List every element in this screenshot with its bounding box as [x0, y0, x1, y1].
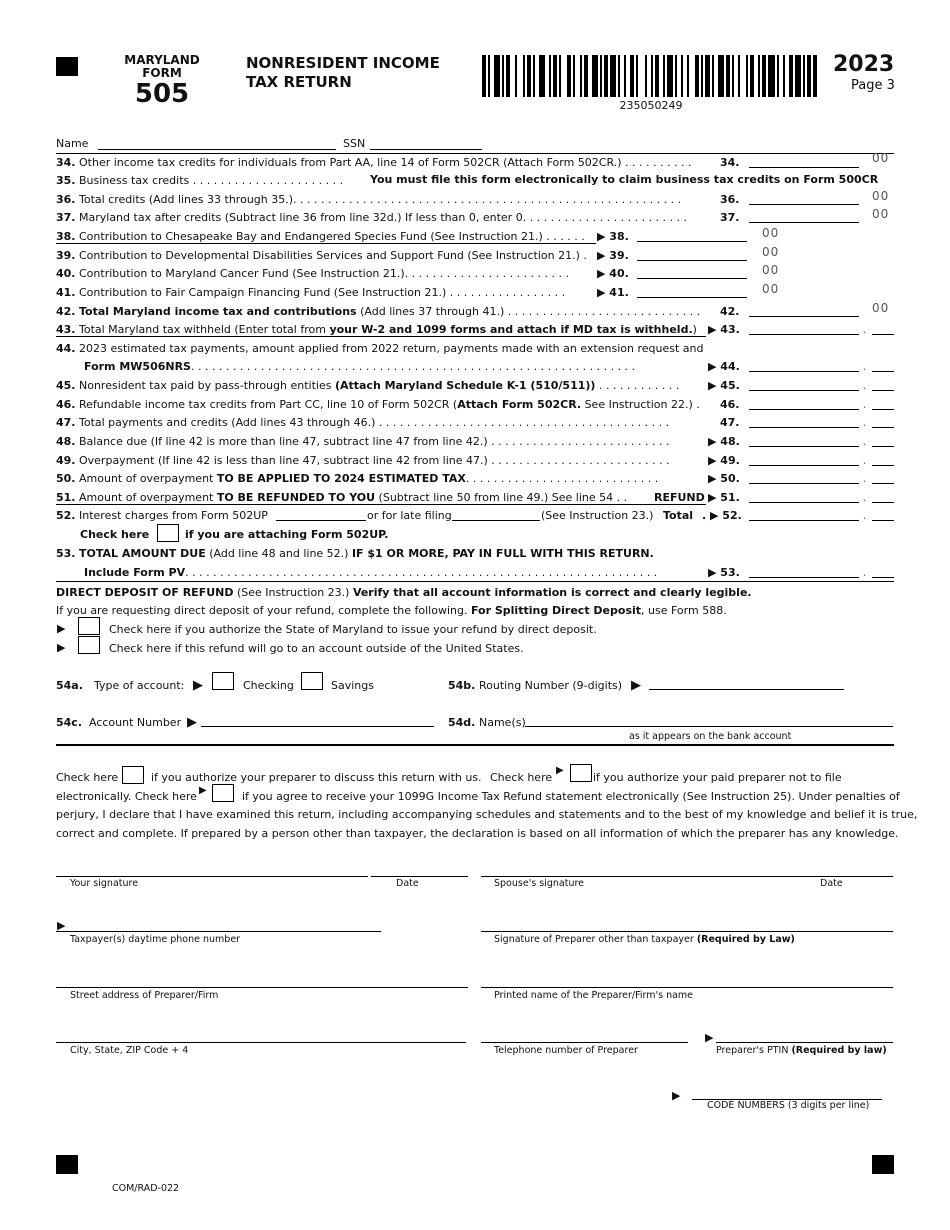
routing-number-field[interactable] — [649, 689, 844, 690]
perjury-text: perjury, I declare that I have examined this return, including accompanying schedules and statements and to the best of my knowledge and belief it is true, — [56, 808, 918, 821]
line-40-cents: 00 — [762, 263, 780, 277]
arrow-icon: ▶ — [705, 1031, 714, 1044]
registration-mark — [56, 57, 78, 76]
decimal-point: • — [863, 516, 866, 522]
line-43-amount[interactable] — [749, 334, 859, 335]
line-44-ref: ▶ 44. — [708, 360, 740, 373]
line-54b-num: 54b. — [448, 679, 476, 692]
line-44-cents[interactable] — [872, 371, 894, 372]
ptin-field[interactable] — [716, 1042, 893, 1043]
line-46-ref: 46. — [720, 398, 740, 411]
names-note: as it appears on the bank account — [629, 731, 792, 742]
line-42-ref: 42. — [720, 305, 740, 318]
line-45-amount[interactable] — [749, 390, 859, 391]
line-47-cents[interactable] — [872, 427, 894, 428]
routing-label: Routing Number (9-digits) — [479, 679, 623, 692]
form-word: FORM — [142, 66, 182, 80]
line-52-check-label: Check here — [80, 528, 150, 541]
page-number: Page 3 — [851, 78, 895, 93]
line-36-ref: 36. — [720, 193, 740, 206]
deposit-heading: DIRECT DEPOSIT OF REFUND (See Instruction 23.) Verify that all account information is correct and clearly legible. — [56, 586, 752, 599]
line-51-cents[interactable] — [872, 502, 894, 503]
registration-mark — [872, 1155, 894, 1174]
line-34-ref: 34. — [720, 156, 740, 169]
savings-label: Savings — [331, 679, 374, 692]
line-52-check-text: if you are attaching Form 502UP. — [185, 528, 389, 541]
line-36-cents: 00 — [872, 189, 890, 203]
decimal-point: • — [863, 573, 866, 579]
arrow-icon: ▶ — [556, 765, 564, 776]
line-52-instruction: (See Instruction 23.) — [541, 509, 654, 522]
divider — [56, 581, 894, 582]
line-48: 48. Balance due (If line 42 is more than line 47, subtract line 47 from line 42.) . . . . . . . . . . . . . . . . . . . . . . . . . . — [56, 435, 670, 448]
arrow-icon: ▶ — [57, 622, 66, 635]
your-signature-field[interactable] — [56, 876, 368, 877]
your-date-field[interactable] — [371, 876, 468, 877]
line-43-underline — [56, 336, 706, 337]
spouse-signature-label: Spouse's signature — [494, 878, 585, 889]
line-40-amount[interactable] — [637, 278, 747, 279]
1099g-electronic-checkbox[interactable] — [212, 784, 234, 802]
line-38-cents: 00 — [762, 226, 780, 240]
line-51: 51. Amount of overpayment TO BE REFUNDED TO YOU (Subtract line 50 from line 49.) See line 54 . . — [56, 491, 628, 504]
line-42: 42. Total Maryland income tax and contributions (Add lines 37 through 41.) . . . . . . . . . . . . . . . . . . . . . . . . . . . . — [56, 305, 701, 318]
name-label: Name — [56, 137, 89, 150]
line-51-refund: REFUND — [654, 491, 705, 504]
deposit-instruction: If you are requesting direct deposit of your refund, complete the following. For Splitting Direct Deposit, use Form 588. — [56, 604, 727, 617]
line-36: 36. Total credits (Add lines 33 through 35.). . . . . . . . . . . . . . . . . . . . . . . . . . . . . . . . . . . . . . . . . . . . . . . . . . . . . . . . — [56, 193, 682, 206]
line-51-underline — [56, 504, 706, 505]
line-52-late-field[interactable] — [452, 520, 540, 521]
spouse-date-label: Date — [820, 878, 843, 889]
your-signature-label: Your signature — [70, 878, 139, 889]
line-46-cents[interactable] — [872, 409, 894, 410]
line-37-ref: 37. — [720, 211, 740, 224]
arrow-icon: ▶ — [187, 715, 197, 730]
line-52-interest-field[interactable] — [276, 520, 366, 521]
line-46-amount[interactable] — [749, 409, 859, 410]
line-44-amount[interactable] — [749, 371, 859, 372]
line-49-ref: ▶ 49. — [708, 454, 740, 467]
spouse-signature-field[interactable] — [481, 876, 893, 877]
line-47-ref: 47. — [720, 416, 740, 429]
line-37: 37. Maryland tax after credits (Subtract line 36 from line 32d.) If less than 0, enter 0. . . . . . . . . . . . . . . . . . . . . . . . — [56, 211, 688, 224]
deposit-check-1: Check here if you authorize the State of Maryland to issue your refund by direct deposit. — [109, 623, 597, 636]
line-38: 38. Contribution to Chesapeake Bay and Endangered Species Fund (See Instruction 21.) . . . . . . — [56, 230, 585, 243]
authorize-paper-text: if you authorize your paid preparer not to file — [593, 771, 842, 784]
barcode-bar — [817, 55, 819, 97]
line-34: 34. Other income tax credits for individuals from Part AA, line 14 of Form 502CR (Attach Form 502CR.) . . . . . . . . . . — [56, 156, 692, 169]
line-48-amount[interactable] — [749, 446, 859, 447]
form-502up-checkbox[interactable] — [157, 524, 179, 542]
city-state-zip-field[interactable] — [56, 1042, 466, 1043]
line-39: 39. Contribution to Developmental Disabilities Services and Support Fund (See Instruction 21.) . — [56, 249, 587, 262]
line-45-ref: ▶ 45. — [708, 379, 740, 392]
decimal-point: • — [863, 461, 866, 467]
line-49: 49. Overpayment (If line 42 is less than line 47, subtract line 42 from line 47.) . . . . . . . . . . . . . . . . . . . . . . . . . . — [56, 454, 670, 467]
checking-label: Checking — [243, 679, 294, 692]
line-39-amount[interactable] — [637, 260, 747, 261]
discuss-with-preparer-checkbox[interactable] — [122, 766, 144, 784]
ssn-label: SSN — [343, 137, 366, 150]
title-line-2: TAX RETURN — [246, 73, 352, 91]
name-field[interactable] — [98, 149, 336, 150]
line-38-amount[interactable] — [637, 241, 747, 242]
line-52-cents[interactable] — [872, 520, 894, 521]
line-40-ref: ▶ 40. — [597, 267, 629, 280]
line-41-cents: 00 — [762, 282, 780, 296]
state-label: MARYLAND — [124, 53, 200, 67]
foreign-account-checkbox[interactable] — [78, 636, 100, 654]
line-50-cents[interactable] — [872, 483, 894, 484]
arrow-icon: ▶ — [672, 1089, 681, 1102]
line-53-amount[interactable] — [749, 577, 859, 578]
arrow-icon: ▶ — [193, 678, 203, 693]
arrow-icon: ▶ — [199, 785, 207, 796]
line-47-amount[interactable] — [749, 427, 859, 428]
line-43: 43. Total Maryland tax withheld (Enter total from your W-2 and 1099 forms and attach if MD tax is withheld.) — [56, 323, 697, 336]
line-41-amount[interactable] — [637, 297, 747, 298]
declaration-line-1: Check here — [56, 771, 119, 784]
line-43-cents[interactable] — [872, 334, 894, 335]
decimal-point: • — [863, 498, 866, 504]
line-34-amount[interactable] — [749, 167, 859, 168]
arrow-icon: ▶ — [631, 678, 641, 693]
line-52-ref: . ▶ 52. — [702, 509, 742, 522]
ptin-label: Preparer's PTIN (Required by law) — [716, 1045, 887, 1056]
preparer-signature-field[interactable] — [481, 931, 893, 932]
preparer-street-field[interactable] — [56, 987, 468, 988]
line-43-ref: ▶ 43. — [708, 323, 740, 336]
account-number-field[interactable] — [201, 726, 434, 727]
authorize-direct-deposit-checkbox[interactable] — [78, 617, 100, 635]
line-44: 44. 2023 estimated tax payments, amount applied from 2022 return, payments made with an extension request and — [56, 342, 704, 355]
line-48-cents[interactable] — [872, 446, 894, 447]
line-45: 45. Nonresident tax paid by pass-through entities (Attach Maryland Schedule K-1 (510/511)) . . . . . . . . . . . . — [56, 379, 680, 392]
line-39-cents: 00 — [762, 245, 780, 259]
arrow-icon: ▶ — [57, 641, 66, 654]
account-names-field[interactable] — [525, 726, 893, 727]
line-53: 53. TOTAL AMOUNT DUE (Add line 48 and line 52.) IF $1 OR MORE, PAY IN FULL WITH THIS RETURN. — [56, 547, 654, 560]
decimal-point: • — [863, 479, 866, 485]
line-42-amount[interactable] — [749, 316, 859, 317]
agree-1099g-text: if you agree to receive your 1099G Income Tax Refund statement electronically (See Instruction 25). Under penalties of — [242, 790, 900, 803]
tax-year: 2023 — [833, 52, 895, 77]
line-46: 46. Refundable income tax credits from Part CC, line 10 of Form 502CR (Attach Form 502CR. See Instruction 22.) . — [56, 398, 700, 411]
decimal-point: • — [863, 442, 866, 448]
deposit-check-2: Check here if this refund will go to an account outside of the United States. — [109, 642, 524, 655]
line-49-amount[interactable] — [749, 465, 859, 466]
line-48-ref: ▶ 48. — [708, 435, 740, 448]
title-line-1: NONRESIDENT INCOME — [246, 54, 440, 72]
line-41-ref: ▶ 41. — [597, 286, 629, 299]
line-52-amount[interactable] — [749, 520, 859, 521]
line-34-cents: 00 — [872, 151, 890, 165]
check-here-2: Check here — [490, 771, 553, 784]
line-38-ref: ▶ 38. — [597, 230, 629, 243]
preparer-phone-field[interactable] — [481, 1042, 688, 1043]
daytime-phone-field[interactable] — [56, 931, 381, 932]
line-54c-num: 54c. — [56, 716, 83, 729]
line-52-late: or for late filing — [367, 509, 452, 522]
ssn-field[interactable] — [370, 149, 482, 150]
paper-filing-checkbox[interactable] — [570, 764, 592, 782]
authorize-discuss-text: if you authorize your preparer to discuss this return with us. — [151, 771, 482, 784]
form-title — [246, 54, 440, 92]
line-37-cents: 00 — [872, 207, 890, 221]
line-52: 52. Interest charges from Form 502UP — [56, 509, 268, 522]
line-44-cont: Form MW506NRS. . . . . . . . . . . . . . . . . . . . . . . . . . . . . . . . . . . . . . . . . . . . . . . . . . . . . . . . . . . . . . . . — [84, 360, 636, 373]
line-54d-num: 54d. — [448, 716, 476, 729]
phone-label: Taxpayer(s) daytime phone number — [70, 934, 241, 945]
line-45-cents[interactable] — [872, 390, 894, 391]
decimal-point: • — [863, 367, 866, 373]
account-type-label: Type of account: — [94, 679, 185, 692]
decimal-point: • — [863, 386, 866, 392]
line-50-ref: ▶ 50. — [708, 472, 740, 485]
decimal-point: • — [863, 423, 866, 429]
city-label: City, State, ZIP Code + 4 — [70, 1045, 189, 1056]
line-49-cents[interactable] — [872, 465, 894, 466]
preparer-printed-name-field[interactable] — [481, 987, 893, 988]
correct-text: correct and complete. If prepared by a person other than taxpayer, the declaration is based on all information of which the preparer has any knowledge. — [56, 827, 899, 840]
electronically-text: electronically. Check here — [56, 790, 197, 803]
preparer-phone-label: Telephone number of Preparer — [494, 1045, 638, 1056]
printed-name-label: Printed name of the Preparer/Firm's name — [494, 990, 694, 1001]
line-41: 41. Contribution to Fair Campaign Financing Fund (See Instruction 21.) . . . . . . . . . . . . . . . . . — [56, 286, 566, 299]
registration-mark — [56, 1155, 78, 1174]
divider — [56, 153, 894, 154]
line-36-amount[interactable] — [749, 204, 859, 205]
line-51-ref: ▶ 51. — [708, 491, 740, 504]
line-53-cents[interactable] — [872, 577, 894, 578]
form-code: COM/RAD-022 — [112, 1183, 180, 1194]
code-numbers-label: CODE NUMBERS (3 digits per line) — [707, 1100, 870, 1111]
date-label: Date — [396, 878, 419, 889]
form-id — [112, 54, 212, 108]
barcode-number: 235050249 — [619, 99, 683, 112]
line-50-amount[interactable] — [749, 483, 859, 484]
barcode — [482, 55, 820, 97]
line-47: 47. Total payments and credits (Add lines 43 through 46.) . . . . . . . . . . . . . . . . . . . . . . . . . . . . . . . . . . . . . . . . . . — [56, 416, 670, 429]
line-54a-num: 54a. — [56, 679, 83, 692]
line-50: 50. Amount of overpayment TO BE APPLIED TO 2024 ESTIMATED TAX. . . . . . . . . . . . . . . . . . . . . . . . . . . . — [56, 472, 659, 485]
street-label: Street address of Preparer/Firm — [70, 990, 219, 1001]
line-42-cents: 00 — [872, 301, 890, 315]
line-53-cont: Include Form PV. . . . . . . . . . . . . . . . . . . . . . . . . . . . . . . . . . . . . . . . . . . . . . . . . . . . . . . . . . . . . . . . . . . . — [84, 566, 658, 579]
line-35: 35. Business tax credits . . . . . . . . . . . . . . . . . . . . . . — [56, 174, 344, 187]
section-divider — [56, 744, 894, 746]
arrow-icon: ▶ — [57, 919, 66, 932]
line-51-amount[interactable] — [749, 502, 859, 503]
account-number-label: Account Number — [89, 716, 182, 729]
form-number: 505 — [134, 79, 190, 109]
line-39-ref: ▶ 39. — [597, 249, 629, 262]
checking-checkbox[interactable] — [212, 672, 234, 690]
decimal-point: • — [863, 330, 866, 336]
line-53-ref: ▶ 53. — [708, 566, 740, 579]
decimal-point: • — [863, 405, 866, 411]
line-40: 40. Contribution to Maryland Cancer Fund (See Instruction 21.). . . . . . . . . . . . . . . . . . . . . . . . — [56, 267, 570, 280]
line-35-note: You must file this form electronically to claim business tax credits on Form 500CR — [370, 173, 879, 186]
preparer-signature-label: Signature of Preparer other than taxpayer (Required by Law) — [494, 934, 795, 945]
line-37-amount[interactable] — [749, 222, 859, 223]
line-52-total: Total — [663, 509, 694, 522]
names-label: Name(s) — [479, 716, 526, 729]
savings-checkbox[interactable] — [301, 672, 323, 690]
